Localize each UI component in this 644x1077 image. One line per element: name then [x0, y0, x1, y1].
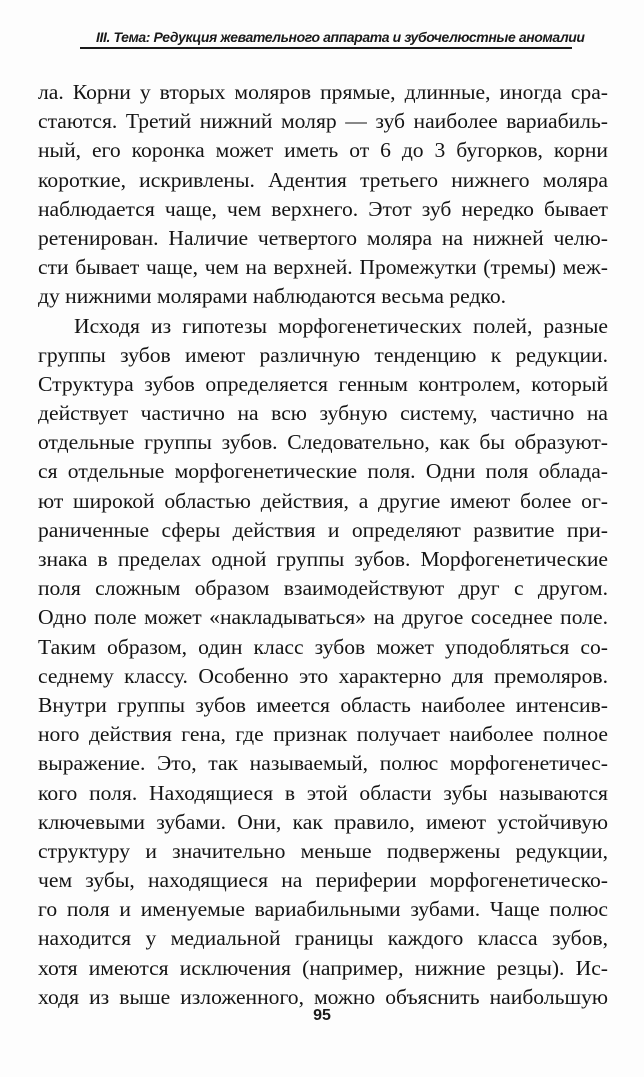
text-line: кого поля. Находящиеся в этой области зубы называются: [38, 780, 608, 805]
header-rule: [80, 47, 572, 49]
text-line: ключевыми зубами. Они, как правило, имеют устойчивую: [38, 809, 608, 834]
text-line: Внутри группы зубов имеется область наиболее интенсив-: [38, 692, 608, 717]
text-line: раниченные сферы действия и определяют развитие при-: [38, 517, 608, 542]
text-line: Таким образом, один класс зубов может уподобляться со-: [38, 634, 608, 659]
text-line: Структура зубов определяется генным контролем, который: [38, 371, 608, 396]
text-line: короткие, искривлены. Адентия третьего нижнего моляра: [38, 167, 608, 192]
text-line: хотя имеются исключения (например, нижние резцы). Ис-: [38, 955, 608, 980]
running-head: III. Тема: Редукция жевательного аппарата и зубочелюстные аномалии: [96, 29, 585, 45]
text-line: поля сложным образом взаимодействуют друг с другом.: [38, 576, 608, 601]
text-line: действует частично на всю зубную систему, частично на: [38, 401, 608, 426]
text-line: ходя из выше изложенного, можно объяснить наибольшую: [38, 984, 608, 1009]
text-line: структуру и значительно меньше подвержены редукции,: [38, 838, 608, 863]
text-line: ла. Корни у вторых моляров прямые, длинные, иногда сра-: [38, 80, 608, 104]
paragraphs: [38, 78, 608, 1012]
page-number: 95: [313, 1007, 331, 1024]
text-line: сти бывает чаще, чем на верхней. Промежутки (тремы) меж-: [38, 255, 608, 280]
text-line: го поля и именуемые вариабильными зубами. Чаще полюс: [38, 897, 608, 922]
text-line: группы зубов имеют различную тенденцию к редукции.: [38, 342, 608, 367]
paragraph: [38, 312, 608, 1013]
text-line: отдельные группы зубов. Следовательно, как бы образуют-: [38, 430, 608, 455]
text-line: выражение. Это, так называемый, полюс морфогенетичес-: [38, 751, 608, 776]
text-line: ретенирован. Наличие четвертого моляра на нижней челю-: [38, 225, 608, 250]
text-line: Исходя из гипотезы морфогенетических полей, разные: [74, 313, 608, 338]
paragraph: [38, 78, 608, 312]
text-line: знака в пределах одной группы зубов. Морфогенетические: [38, 547, 608, 571]
text-line: наблюдается чаще, чем верхнего. Этот зуб нередко бывает: [38, 196, 608, 221]
text-line: чем зубы, находящиеся на периферии морфогенетическо-: [38, 868, 608, 893]
text-line: ся отдельные морфогенетические поля. Одни поля облада-: [38, 459, 608, 484]
text-line: ду нижними молярами наблюдаются весьма редко.: [38, 284, 507, 309]
text-line: ный, его коронка может иметь от 6 до 3 бугорков, корни: [38, 138, 608, 163]
body-text: [38, 78, 608, 1012]
text-line: ют широкой областью действия, а другие имеют более ог-: [38, 488, 608, 513]
text-line: Одно поле может «накладываться» на другое соседнее поле.: [38, 605, 608, 630]
text-line: стаются. Третий нижний моляр — зуб наиболее вариабиль-: [38, 109, 608, 134]
text-line: находится у медиальной границы каждого класса зубов,: [38, 926, 608, 951]
text-line: ного действия гена, где признак получает наиболее полное: [38, 722, 608, 747]
text-line: седнему классу. Особенно это характерно для премоляров.: [38, 663, 608, 688]
